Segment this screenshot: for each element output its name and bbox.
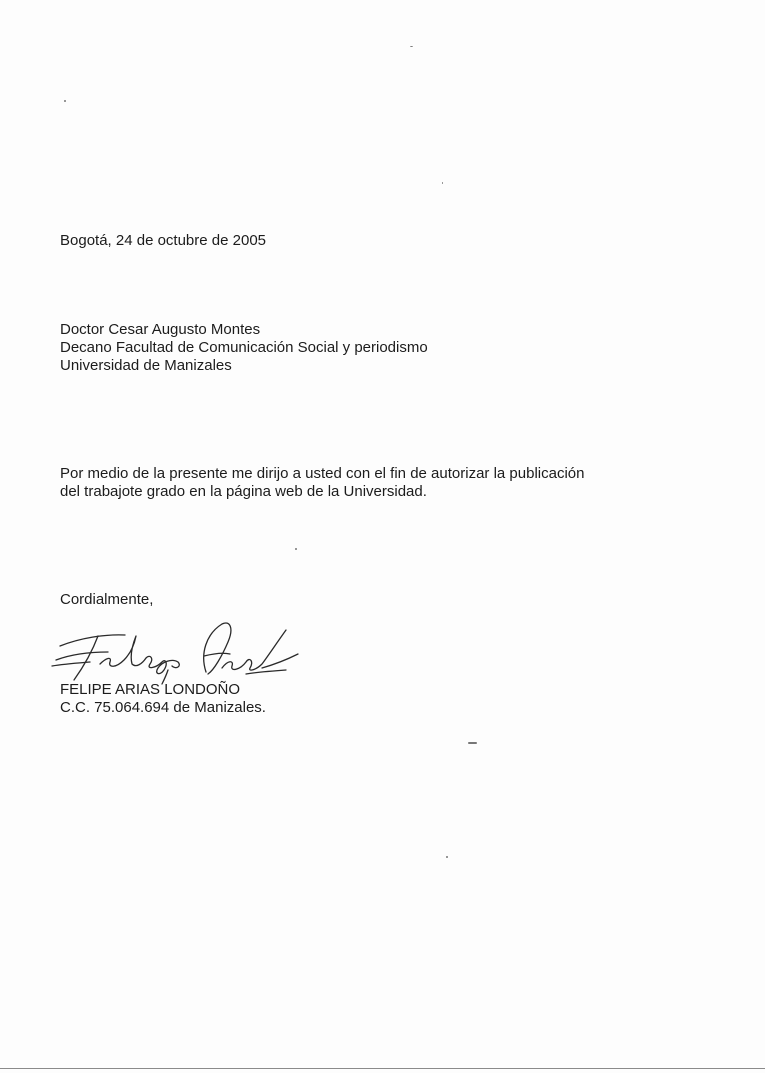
scan-speck [64,100,66,102]
handwritten-signature [50,614,300,686]
signer-name: FELIPE ARIAS LONDOÑO [60,681,241,698]
scan-speck [446,856,448,858]
closing-line: Cordialmente, [60,591,154,608]
date-line: Bogotá, 24 de octubre de 2005 [60,232,267,249]
recipient-title: Decano Facultad de Comunicación Social y periodismo [60,339,428,356]
recipient-block [60,321,428,375]
scan-speck [468,742,477,744]
letter-body [60,465,660,501]
signer-block [60,681,266,717]
scan-speck [442,182,443,184]
recipient-institution: Universidad de Manizales [60,357,232,374]
page-bottom-edge [0,1068,765,1069]
body-line-1: Por medio de la presente me dirijo a usted con el fin de autorizar la publicación [60,465,585,482]
signer-id: C.C. 75.064.694 de Manizales. [60,699,266,716]
recipient-name: Doctor Cesar Augusto Montes [60,321,261,338]
body-line-2: del trabajote grado en la página web de la Universidad. [60,483,427,500]
scan-speck [295,548,297,550]
scan-speck [410,46,413,47]
